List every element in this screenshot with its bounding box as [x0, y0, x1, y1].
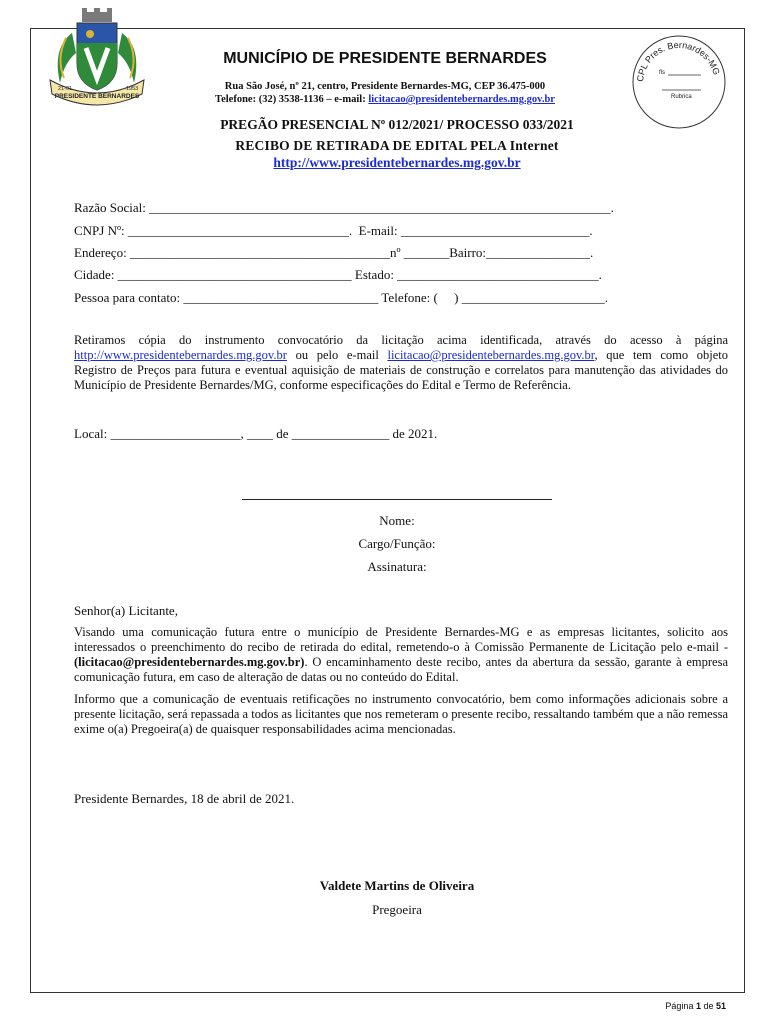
notice-greeting: Senhor(a) Licitante,: [74, 603, 178, 618]
page-of: de: [700, 1001, 716, 1011]
page-border: [30, 28, 745, 993]
municipality-title: MUNICÍPIO DE PRESIDENTE BERNARDES: [223, 50, 547, 67]
recibo-title: RECIBO DE RETIRADA DE EDITAL PELA Internet: [235, 138, 559, 153]
page-label: Página: [665, 1001, 696, 1011]
stamp-arc-text: CPL Pres. Bernardes-MG: [634, 39, 722, 83]
page-total: 51: [715, 1001, 726, 1011]
signature-assinatura-label: Assinatura:: [367, 559, 427, 574]
header-address: Rua São José, nº 21, centro, Presidente Bernardes-MG, CEP 36.475-000: [224, 81, 546, 92]
paragraph-email-link[interactable]: licitacao@presidentebernardes.mg.gov.br: [387, 348, 595, 362]
paragraph-text: Retiramos cópia do instrumento convocatório da licitação acima identificada, através do acesso à página: [74, 333, 728, 347]
paragraph-text: , que tem como objeto Registro de Preços para futura e eventual aquisição de materiais de construção e correlatos para manutenção das atividades do Município de Presidente Bernardes/MG, conforme especificações do Edital e Termo de Referência.: [74, 348, 728, 392]
notice-text: . O encaminhamento deste recibo, antes da abertura da sessão, garante à empresa comunicação futura, em caso de alteração de datas ou no conteúdo do Edital.: [74, 655, 728, 684]
notice-email-bold: (licitacao@presidentebernardes.mg.gov.br): [74, 655, 305, 669]
header-phone: Telefone: (32) 3538-1136 – e-mail:: [215, 94, 369, 105]
field-cidade-estado[interactable]: Cidade: ____________________________________ Estado: _______________________________.: [74, 267, 602, 282]
paragraph-retiramos: [74, 333, 728, 393]
notice-paragraph-1: [74, 625, 728, 685]
site-link[interactable]: http://www.presidentebernardes.mg.gov.br: [273, 155, 521, 170]
site-link-line: [0, 155, 770, 171]
field-local-data[interactable]: Local: ____________________, ____ de _______________ de 2021.: [74, 426, 438, 441]
pregao-title: PREGÃO PRESENCIAL Nº 012/2021/ PROCESSO 033/2021: [220, 117, 574, 132]
signer-role: Pregoeira: [372, 902, 422, 917]
crest-ribbon-text: PRESIDENTE BERNARDES: [54, 93, 140, 100]
signer-name: Valdete Martins de Oliveira: [319, 878, 475, 893]
crest-year-right: 1953: [126, 86, 139, 92]
date-line: Presidente Bernardes, 18 de abril de 2021.: [74, 791, 295, 806]
paragraph-site-link[interactable]: http://www.presidentebernardes.mg.gov.br: [74, 348, 287, 362]
field-cnpj-email[interactable]: CNPJ Nº: __________________________________. E-mail: _____________________________.: [74, 223, 593, 238]
page-number: [665, 1001, 726, 1011]
crest-year-left: 21-01: [58, 86, 73, 92]
header-email-link[interactable]: licitacao@presidentebernardes.mg.gov.br: [368, 94, 555, 105]
signature-nome-label: Nome:: [379, 513, 415, 528]
field-contato-telefone[interactable]: Pessoa para contato: ______________________________ Telefone: ( ) ______________________.: [74, 290, 608, 305]
stamp-rubrica-label: Rubrica: [671, 94, 692, 100]
signature-line: [242, 499, 552, 500]
field-endereco[interactable]: Endereço: ________________________________________nº _______Bairro:________________.: [74, 245, 594, 260]
notice-text: Visando uma comunicação futura entre o município de Presidente Bernardes-MG e as empresas licitantes, solicito aos interessados o preenchimento do recibo de retirada do edital, remetendo-o à Comissão Permanente de Licitação pelo e-mail -: [74, 625, 728, 654]
signature-cargo-label: Cargo/Função:: [358, 536, 436, 551]
field-razao-social[interactable]: Razão Social: _______________________________________________________________________.: [74, 200, 614, 215]
stamp-fls-label: fls: [659, 70, 665, 76]
notice-paragraph-2: Informo que a comunicação de eventuais retificações no instrumento convocatório, bem como informações adicionais sobre a presente licitação, será repassada a todos as licitantes que nos remeteram o presente recibo, ressaltando também que a não remessa exime o(a) Pregoeira(a) de quaisquer responsabilidades acima mencionadas.: [74, 692, 728, 736]
page-current: 1: [695, 1001, 701, 1011]
paragraph-text: ou pelo e-mail: [286, 348, 388, 362]
